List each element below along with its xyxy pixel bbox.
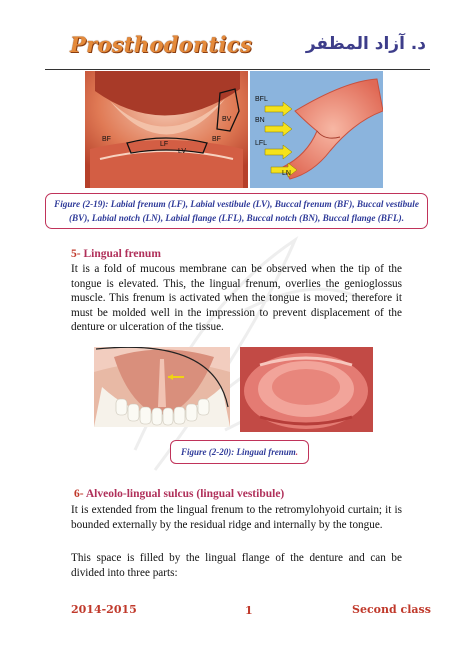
figure-caption-2-19: Figure (2-19): Labial frenum (LF), Labial vestibule (LV), Buccal frenum (BF), Buccal vestibule (BV), Labial notch (LN), Labial flange (LFL), Buccal notch (BN), Buccal flange (BFL). xyxy=(45,193,428,229)
label-bf-left: BF xyxy=(102,136,111,143)
label-bf-right: BF xyxy=(212,136,221,143)
edentulous-mouth-photo xyxy=(240,347,373,432)
figure-caption-2-20-period: . xyxy=(295,447,298,457)
label-lv: LV xyxy=(178,148,187,155)
label-bfl: BFL xyxy=(255,96,268,103)
footer-class: Second class xyxy=(352,603,431,616)
figure-caption-2-20 xyxy=(170,440,309,464)
section-6-number: 6- xyxy=(74,488,84,500)
figure-caption-2-20-text: Figure (2-20): Lingual frenum xyxy=(180,447,296,457)
figure-top-images xyxy=(85,71,383,188)
section-5-number: 5- xyxy=(71,248,81,260)
section-6-heading xyxy=(74,488,284,500)
label-lfl: LFL xyxy=(255,140,268,147)
section-6-text-2: This space is filled by the lingual flange of the denture and can be divided into three parts: xyxy=(71,552,402,579)
section-5-heading xyxy=(71,248,161,260)
header-rule xyxy=(45,69,430,70)
header-title: Prosthodontics xyxy=(70,32,253,57)
header-author: د. آزاد المظفر xyxy=(305,34,426,54)
footer-page-number: 1 xyxy=(245,604,253,617)
section-5-title: Lingual frenum xyxy=(83,248,161,260)
section-5-text: It is a fold of mucous membrane can be observed when the tip of the tongue is elevated. This, the lingual frenum, overlies the genioglossus muscle. This frenum is activated when the tongue is moved; therefore it must be molded well in the impression to prevent displacement of the denture or ulceration of the tissue. xyxy=(71,263,402,334)
section-6-text-1: It is extended from the lingual frenum to the retromylohyoid curtain; it is bounded externally by the residual ridge and internally by the tongue. xyxy=(71,504,402,531)
section-6-title: Alveolo-lingual sulcus (lingual vestibule) xyxy=(85,488,285,500)
label-bn: BN xyxy=(255,117,265,124)
label-lf: LF xyxy=(160,141,169,148)
lingual-frenum-photo xyxy=(94,347,230,427)
label-bv: BV xyxy=(222,116,232,123)
footer-year: 2014-2015 xyxy=(71,603,137,616)
label-ln: LN xyxy=(282,170,291,177)
